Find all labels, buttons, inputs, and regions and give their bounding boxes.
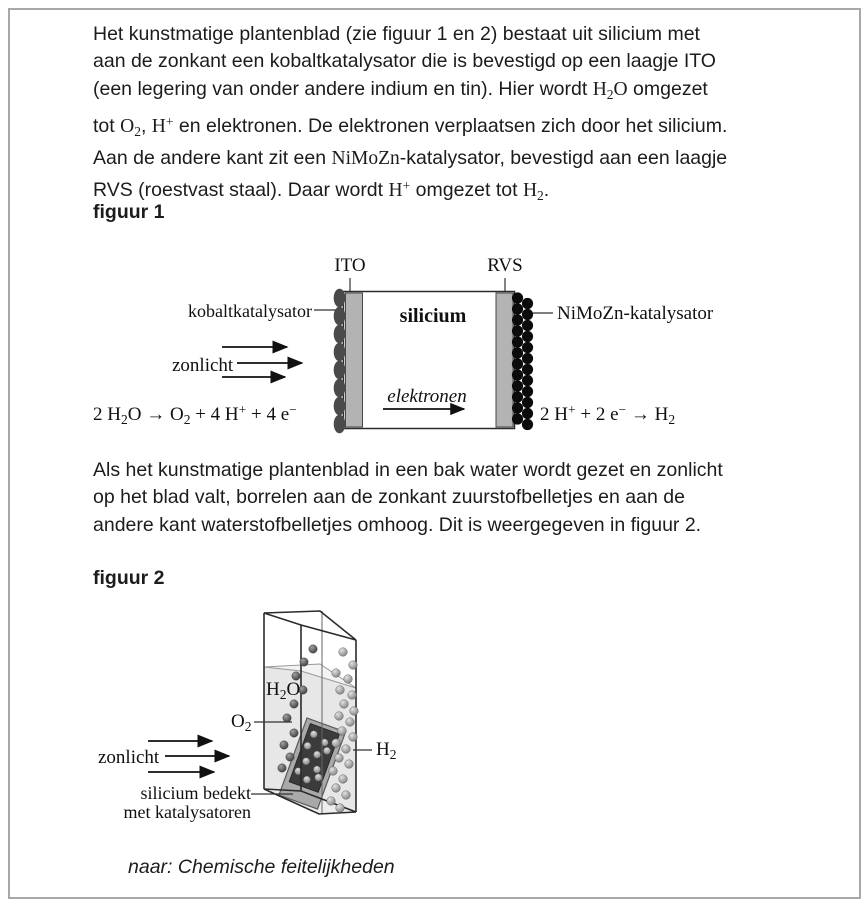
fig1-label-ito: ITO [334, 255, 366, 276]
fig2-label-silicon-plate: silicium bedekt met katalysatoren [123, 783, 251, 822]
fig1-nimozn-dots [512, 292, 533, 430]
fig1-label-rvs: RVS [487, 255, 523, 276]
fig1-label-cobalt-catalyst: kobaltkatalysator [188, 301, 312, 321]
fig1-label-zonlicht: zonlicht [172, 355, 234, 376]
fig1-equation-hydrogen: 2 H+ + 2 $e^- \to H_2$ [540, 402, 676, 427]
fig2-label-h2o: $H_2O$ [266, 679, 301, 702]
fig2-label-zonlicht: zonlicht [98, 747, 160, 768]
intro-paragraph: Het kunstmatige plantenblad (zie figuur 1 en 2) bestaat uit silicium met aan de zonkant een kobaltkatalysator die is bevestigd op een laagje ITO (een legering van onder andere indium en tin). Hier wordt $H_2O$ omgezet tot $O_2$, H+ en elektronen. De elektronen verplaatsen zich door het silicium. Aan de andere kant zit een NiMoZn-katalysator, bevestigd aan een laagje RVS (roestvast staal). Daar wordt H+ omgezet tot $H_2$. [93, 23, 728, 204]
fig2-sunlight-arrows [148, 741, 229, 772]
fig1-heading: figuur 1 [93, 201, 165, 223]
middle-paragraph: Als het kunstmatige plantenblad in een bak water wordt gezet en zonlicht op het blad valt, borrelen aan de zonkant zuurstofbelletjes en aan de andere kant waterstofbelletjes omhoog. Dit is weergegeven in figuur 2. [93, 459, 723, 536]
fig1-label-nimozn-catalyst: NiMoZn-katalysator [557, 303, 714, 324]
fig1-equation-oxygen: 2 $H_2O \to O_2 + 4$ H+ + 4 e− [93, 402, 297, 427]
fig1-label-elektronen: elektronen [387, 386, 467, 407]
fig1-sunlight-arrows [222, 347, 302, 377]
source-attribution: naar: Chemische feitelijkheden [128, 856, 395, 878]
fig2-label-h2: $H_2$ [376, 739, 397, 762]
fig2-label-o2: $O_2$ [231, 711, 252, 734]
fig1-label-silicium: silicium [399, 305, 467, 327]
fig2-heading: figuur 2 [93, 567, 165, 589]
